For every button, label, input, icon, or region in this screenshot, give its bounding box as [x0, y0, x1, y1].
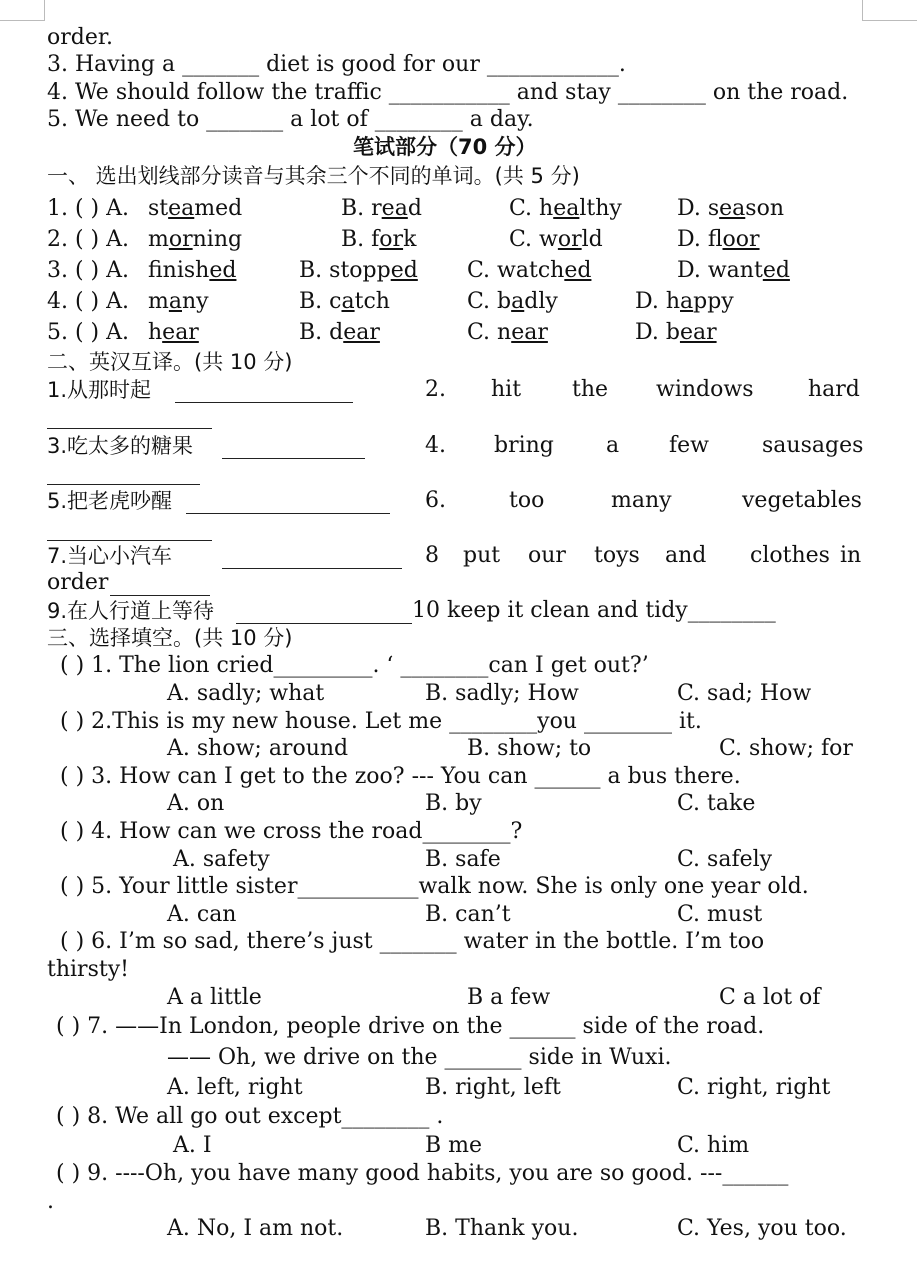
translate-q7: 7.当心小汽车: [47, 544, 173, 568]
choice-q2-option-a: A. show; around: [167, 736, 349, 761]
phonics-q1-option-c: C. healthy: [509, 196, 622, 221]
translate-q8-num: 8: [425, 543, 439, 568]
choice-q4-option-a: A. safety: [173, 847, 270, 872]
phonics-q4-option-c: C. badly: [467, 289, 558, 314]
choice-q1-option-c: C. sad; How: [677, 681, 812, 706]
choice-q9-option-c: C. Yes, you too.: [677, 1216, 847, 1241]
translate-q8-word: our: [528, 543, 566, 568]
translate-q2-word: the: [572, 377, 609, 402]
choice-q8-option-b: B me: [425, 1133, 483, 1158]
translate-q2-word: windows: [656, 377, 754, 402]
translate-q6-word: too: [509, 488, 545, 513]
choice-q5: ( ) 5. Your little sister___________walk now. She is only one year old.: [60, 874, 809, 899]
page-corner-mark-left: [0, 0, 45, 21]
translate-q1: 1.从那时起: [47, 378, 152, 402]
phonics-q5-option-a: hear: [148, 320, 199, 345]
translate-q2-word: hit: [491, 377, 522, 402]
choice-q6-option-a: A a little: [167, 985, 262, 1010]
choice-q3-option-b: B. by: [425, 791, 482, 816]
choice-q4-option-b: B. safe: [425, 847, 501, 872]
choice-q2-option-c: C. show; for: [719, 736, 853, 761]
phonics-q2-option-c: C. world: [509, 227, 603, 252]
page-corner-mark-right: [862, 0, 917, 21]
answer-line: [222, 568, 402, 569]
phonics-q2-option-b: B. fork: [341, 227, 417, 252]
translate-q4-word: sausages: [762, 433, 864, 458]
phonics-q3-option-c: C. watched: [467, 258, 592, 283]
choice-q1-option-b: B. sadly; How: [425, 681, 579, 706]
answer-line: [110, 595, 210, 596]
choice-q9-option-a: A. No, I am not.: [167, 1216, 344, 1241]
section3-heading: 三、选择填空。(共 10 分): [47, 626, 293, 650]
translate-q6-num: 6.: [425, 488, 446, 513]
choice-q5-option-a: A. can: [167, 902, 237, 927]
translate-q3: 3.吃太多的糖果: [47, 434, 194, 458]
translate-q8-word: clothes: [750, 543, 830, 568]
phonics-q1-option-a: steamed: [148, 196, 243, 221]
translate-q8-continued: order: [47, 570, 109, 595]
choice-q8-option-a: A. I: [173, 1133, 212, 1158]
fill-blank-3: 3. Having a _______ diet is good for our ____________.: [47, 52, 626, 77]
answer-line: [186, 513, 390, 514]
translate-q5: 5.把老虎吵醒: [47, 489, 173, 513]
phonics-q2-number: 2. ( ) A.: [47, 227, 130, 252]
answer-line: [47, 484, 200, 485]
choice-q6-option-c: C a lot of: [719, 985, 821, 1010]
choice-q2: ( ) 2.This is my new house. Let me ________you ________ it.: [60, 709, 702, 734]
phonics-q2-option-d: D. floor: [677, 227, 760, 252]
choice-q3: ( ) 3. How can I get to the zoo? --- You can ______ a bus there.: [60, 764, 741, 789]
translate-q4-word: bring: [494, 433, 554, 458]
phonics-q3-option-b: B. stopped: [299, 258, 418, 283]
choice-q7: ( ) 7. ——In London, people drive on the ______ side of the road.: [56, 1014, 765, 1039]
section1-heading: 一、 选出划线部分读音与其余三个不同的单词。(共 5 分): [47, 164, 580, 188]
translate-q8-word: in: [840, 543, 862, 568]
phonics-q4-option-d: D. happy: [635, 289, 734, 314]
fill-blank-4: 4. We should follow the traffic ___________ and stay ________ on the road.: [47, 80, 849, 105]
choice-q6: ( ) 6. I’m so sad, there’s just _______ water in the bottle. I’m too: [60, 929, 765, 954]
translate-q2-num: 2.: [425, 377, 446, 402]
phonics-q1-number: 1. ( ) A.: [47, 196, 130, 221]
choice-q3-option-a: A. on: [167, 791, 225, 816]
phonics-q5-option-d: D. bear: [635, 320, 717, 345]
choice-q7-option-b: B. right, left: [425, 1075, 561, 1100]
choice-q7-continued: —— Oh, we drive on the _______ side in Wuxi.: [167, 1045, 672, 1070]
choice-q9-option-b: B. Thank you.: [425, 1216, 579, 1241]
choice-q4-option-c: C. safely: [677, 847, 773, 872]
phonics-q3-option-a: finished: [148, 258, 237, 283]
choice-q5-option-b: B. can’t: [425, 902, 511, 927]
choice-q9: ( ) 9. ----Oh, you have many good habits, you are so good. ---______: [56, 1161, 789, 1186]
phonics-q5-option-b: B. dear: [299, 320, 380, 345]
choice-q7-option-c: C. right, right: [677, 1075, 831, 1100]
choice-q9-continued: .: [47, 1189, 54, 1214]
choice-q1: ( ) 1. The lion cried_________. ‘ ________can I get out?’: [60, 653, 649, 678]
translate-q4-word: few: [669, 433, 709, 458]
answer-line: [222, 458, 365, 459]
choice-q8-option-c: C. him: [677, 1133, 750, 1158]
translate-q6-word: many: [611, 488, 672, 513]
choice-q5-option-c: C. must: [677, 902, 763, 927]
phonics-q4-number: 4. ( ) A.: [47, 289, 130, 314]
fill-blank-5: 5. We need to _______ a lot of ________ a day.: [47, 107, 534, 132]
answer-line: [47, 540, 212, 541]
choice-q3-option-c: C. take: [677, 791, 756, 816]
continued-text-order: order.: [47, 25, 113, 50]
translate-q9: 9.在人行道上等待: [47, 599, 215, 623]
choice-q6-option-b: B a few: [467, 985, 551, 1010]
choice-q6-continued: thirsty!: [47, 957, 129, 982]
answer-line: [175, 402, 353, 403]
translate-q8-word: toys: [594, 543, 640, 568]
phonics-q1-option-b: B. read: [341, 196, 422, 221]
section2-heading: 二、英汉互译。(共 10 分): [47, 350, 293, 374]
phonics-q2-option-a: morning: [148, 227, 243, 252]
choice-q7-option-a: A. left, right: [167, 1075, 303, 1100]
phonics-q1-option-d: D. season: [677, 196, 784, 221]
choice-q2-option-b: B. show; to: [467, 736, 592, 761]
translate-q8-word: put: [463, 543, 501, 568]
written-part-title: 笔试部分（70 分）: [353, 135, 537, 159]
choice-q1-option-a: A. sadly; what: [167, 681, 325, 706]
translate-q6-word: vegetables: [742, 488, 862, 513]
phonics-q4-option-b: B. catch: [299, 289, 390, 314]
choice-q4: ( ) 4. How can we cross the road________?: [60, 819, 523, 844]
translate-q4-num: 4.: [425, 433, 446, 458]
translate-q10: 10 keep it clean and tidy________: [412, 598, 776, 623]
translate-q2-word: hard: [808, 377, 860, 402]
phonics-q5-option-c: C. near: [467, 320, 548, 345]
translate-q8-word: and: [665, 543, 707, 568]
phonics-q3-option-d: D. wanted: [677, 258, 790, 283]
phonics-q4-option-a: many: [148, 289, 209, 314]
translate-q4-word: a: [606, 433, 620, 458]
phonics-q3-number: 3. ( ) A.: [47, 258, 130, 283]
answer-line: [47, 428, 212, 429]
phonics-q5-number: 5. ( ) A.: [47, 320, 130, 345]
choice-q8: ( ) 8. We all go out except________ .: [56, 1104, 444, 1129]
